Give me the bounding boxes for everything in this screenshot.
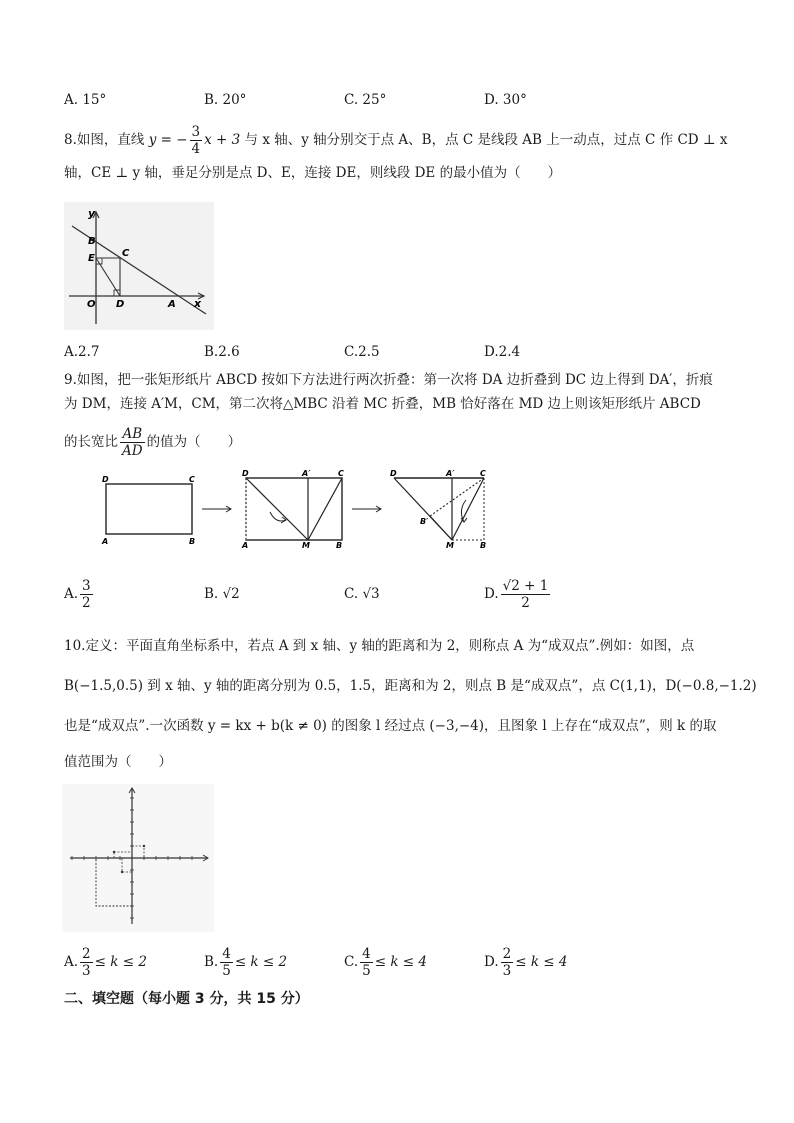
q8-option-c: C.2.5 <box>344 344 380 360</box>
q10-line-3: 也是“成双点”.一次函数 y = kx + b(k ≠ 0) 的图象 l 经过点 (−3,−4)，且图象 l 上存在“成双点”，则 k 的取 <box>64 718 717 734</box>
q9-line-3: 的长宽比 $\frac{AB}{AD}$ 的值为（ ） <box>64 426 242 459</box>
q9-f3-b2m <box>430 516 452 540</box>
q9-option-b: B. √2 <box>204 586 240 602</box>
q10-option-b: B. $\frac{4}{5}$ ≤ k ≤ 2 <box>204 946 288 979</box>
q7-option-a: A. 15° <box>64 92 107 108</box>
q7-option-b: B. 20° <box>204 92 247 108</box>
q9-f2-label-a2: A′ <box>302 470 311 478</box>
q9-ratio-fraction: $\frac{AB}{AD}$ <box>122 426 143 459</box>
q10-line-4: 值范围为（ ） <box>64 754 172 770</box>
q9-f2-fold-arrow <box>270 512 286 521</box>
q9-f3-label-a2: A′ <box>446 470 455 478</box>
q9-option-a: A. $\frac{3}{2}$ <box>64 578 91 611</box>
q9-line-2: 为 DM，连接 A′M，CM，第二次将△MBC 沿着 MC 折叠，MB 恰好落在 MD 边上则该矩形纸片 ABCD <box>64 396 701 412</box>
q10-line-1: 10.定义：平面直角坐标系中，若点 A 到 x 轴、y 轴的距离和为 2，则称点 A 为“成双点”.例如：如图，点 <box>64 638 695 654</box>
q8-line-1: 8.如图，直线 y = − $\frac{3}{4}$ x + 3 与 x 轴、y 轴分别交于点 A、B，点 C 是线段 AB 上一动点，过点 C 作 CD ⊥ x <box>64 124 728 157</box>
q8-label-y: y <box>88 207 96 220</box>
q8-option-b: B.2.6 <box>204 344 240 360</box>
q8-label-o: O <box>87 299 96 310</box>
section-2-heading: 二、填空题（每小题 3 分，共 15 分） <box>64 991 309 1007</box>
q9-f1-label-d: D <box>102 475 109 484</box>
q9-f3-label-d: D <box>390 470 397 478</box>
q9-f2-label-a: A <box>242 541 249 548</box>
q9-figure <box>94 470 506 548</box>
q9-f3-cm <box>452 478 484 540</box>
q10-point-d <box>121 871 123 873</box>
q7-option-d: D. 30° <box>484 92 527 108</box>
q8-line-2: 轴，CE ⊥ y 轴，垂足分别是点 D、E，连接 DE，则线段 DE 的最小值为（ ） <box>64 165 562 181</box>
q10-point-b <box>113 851 115 853</box>
q10-option-d: D. $\frac{2}{3}$ ≤ k ≤ 4 <box>484 946 568 979</box>
q9-f2-label-b: B <box>336 541 343 548</box>
q10-figure <box>62 784 214 932</box>
q9-f2-crease-dm <box>246 478 308 540</box>
q8-figure-bg <box>64 202 214 330</box>
q10-option-c: C. $\frac{4}{5}$ ≤ k ≤ 4 <box>344 946 428 979</box>
q9-option-d: D. $\frac{√2 + 1}{2}$ <box>484 578 549 611</box>
q9-f2-label-d: D <box>242 470 249 478</box>
q8-label-b: B <box>88 236 96 247</box>
q9-rect-2 <box>246 478 342 540</box>
q8-figure <box>64 202 214 330</box>
q9-f1-label-a: A <box>102 537 109 546</box>
q8-fraction: $\frac{3}{4}$ <box>191 124 201 157</box>
q8-option-d: D.2.4 <box>484 344 521 360</box>
q9-f1-label-b: B <box>189 537 196 546</box>
q7-option-c: C. 25° <box>344 92 387 108</box>
q9-option-c: C. √3 <box>344 586 380 602</box>
q9-line-1: 9.如图，把一张矩形纸片 ABCD 按如下方法进行两次折叠：第一次将 DA 边折叠到 DC 边上得到 DA′，折痕 <box>64 372 713 388</box>
q8-label-a: A <box>168 299 176 310</box>
q8-label-c: C <box>122 248 130 259</box>
q8-label-e: E <box>88 253 95 264</box>
q9-f3-label-c: C <box>480 470 486 478</box>
q8-label-d: D <box>116 299 125 310</box>
q9-f2-cm <box>308 478 342 540</box>
q9-f3-label-b: B <box>480 541 487 548</box>
q9-f3-label-b2: B′ <box>420 517 429 526</box>
q9-rect-1 <box>106 484 192 534</box>
q9-f2-label-m: M <box>302 541 310 548</box>
q10-line-2: B(−1.5,0.5) 到 x 轴、y 轴的距离分别为 0.5，1.5，距离和为 2，则点 B 是“成双点”，点 C(1,1)，D(−0.8,−1.2) <box>64 678 757 694</box>
q8-label-x: x <box>194 297 202 310</box>
q9-f3-label-m: M <box>446 541 454 548</box>
q9-f2-label-c: C <box>338 470 344 478</box>
q10-option-a: A. $\frac{2}{3}$ ≤ k ≤ 2 <box>64 946 147 979</box>
q9-f1-label-c: C <box>189 475 195 484</box>
q10-point-c <box>143 845 145 847</box>
q8-option-a: A.2.7 <box>64 344 100 360</box>
q9-f3-cb2 <box>430 478 484 516</box>
